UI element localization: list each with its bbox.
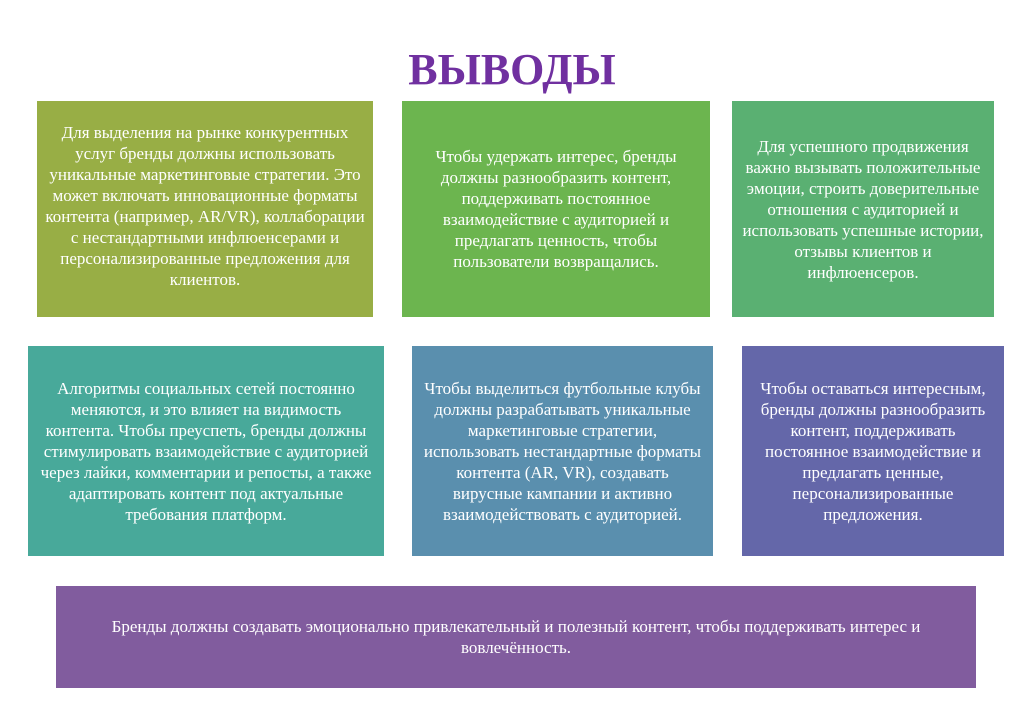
conclusion-text-4: Алгоритмы социальных сетей постоянно меняются, и это влияет на видимость контента. Чтобы преуспеть, бренды должны стимулировать взаимодействие с аудиторией через лайки, комментарии и репосты, а также адаптировать контент под актуальные требования платформ.	[40, 378, 372, 524]
conclusion-box-1	[37, 101, 373, 317]
conclusion-box-4	[28, 346, 384, 556]
conclusion-text-3: Для успешного продвижения важно вызывать положительные эмоции, строить доверительные отношения с аудиторией и использовать успешные истории, отзывы клиентов и инфлюенсеров.	[742, 136, 984, 282]
conclusion-text-2: Чтобы удержать интерес, бренды должны разнообразить контент, поддерживать постоянное взаимодействие с аудиторией и предлагать ценность, чтобы пользователи возвращались.	[435, 147, 677, 271]
summary-box	[56, 586, 976, 688]
conclusion-box-6	[742, 346, 1004, 556]
conclusion-text-6: Чтобы оставаться интересным, бренды должны разнообразить контент, поддерживать постоянное взаимодействие и предлагать ценные, персонализированные предложения.	[760, 378, 986, 524]
conclusion-text-5: Чтобы выделиться футбольные клубы должны разрабатывать уникальные маркетинговые стратегии, использовать нестандартные форматы контента (AR, VR), создавать вирусные кампании и активно взаимодействовать с аудиторией.	[423, 378, 702, 524]
conclusion-text-1: Для выделения на рынке конкурентных услуг бренды должны использовать уникальные маркетинговые стратегии. Это может включать инновационные форматы контента (например, AR/VR), коллаборации с нестандартными инфлюенсерами и персонализированные предложения для клиентов.	[45, 123, 365, 289]
slide-title: ВЫВОДЫ	[408, 45, 616, 94]
conclusion-box-5	[412, 346, 713, 556]
summary-text: Бренды должны создавать эмоционально привлекательный и полезный контент, чтобы поддерживать интерес и вовлечённость.	[111, 617, 921, 657]
conclusion-box-2	[402, 101, 710, 317]
conclusion-box-3	[732, 101, 994, 317]
